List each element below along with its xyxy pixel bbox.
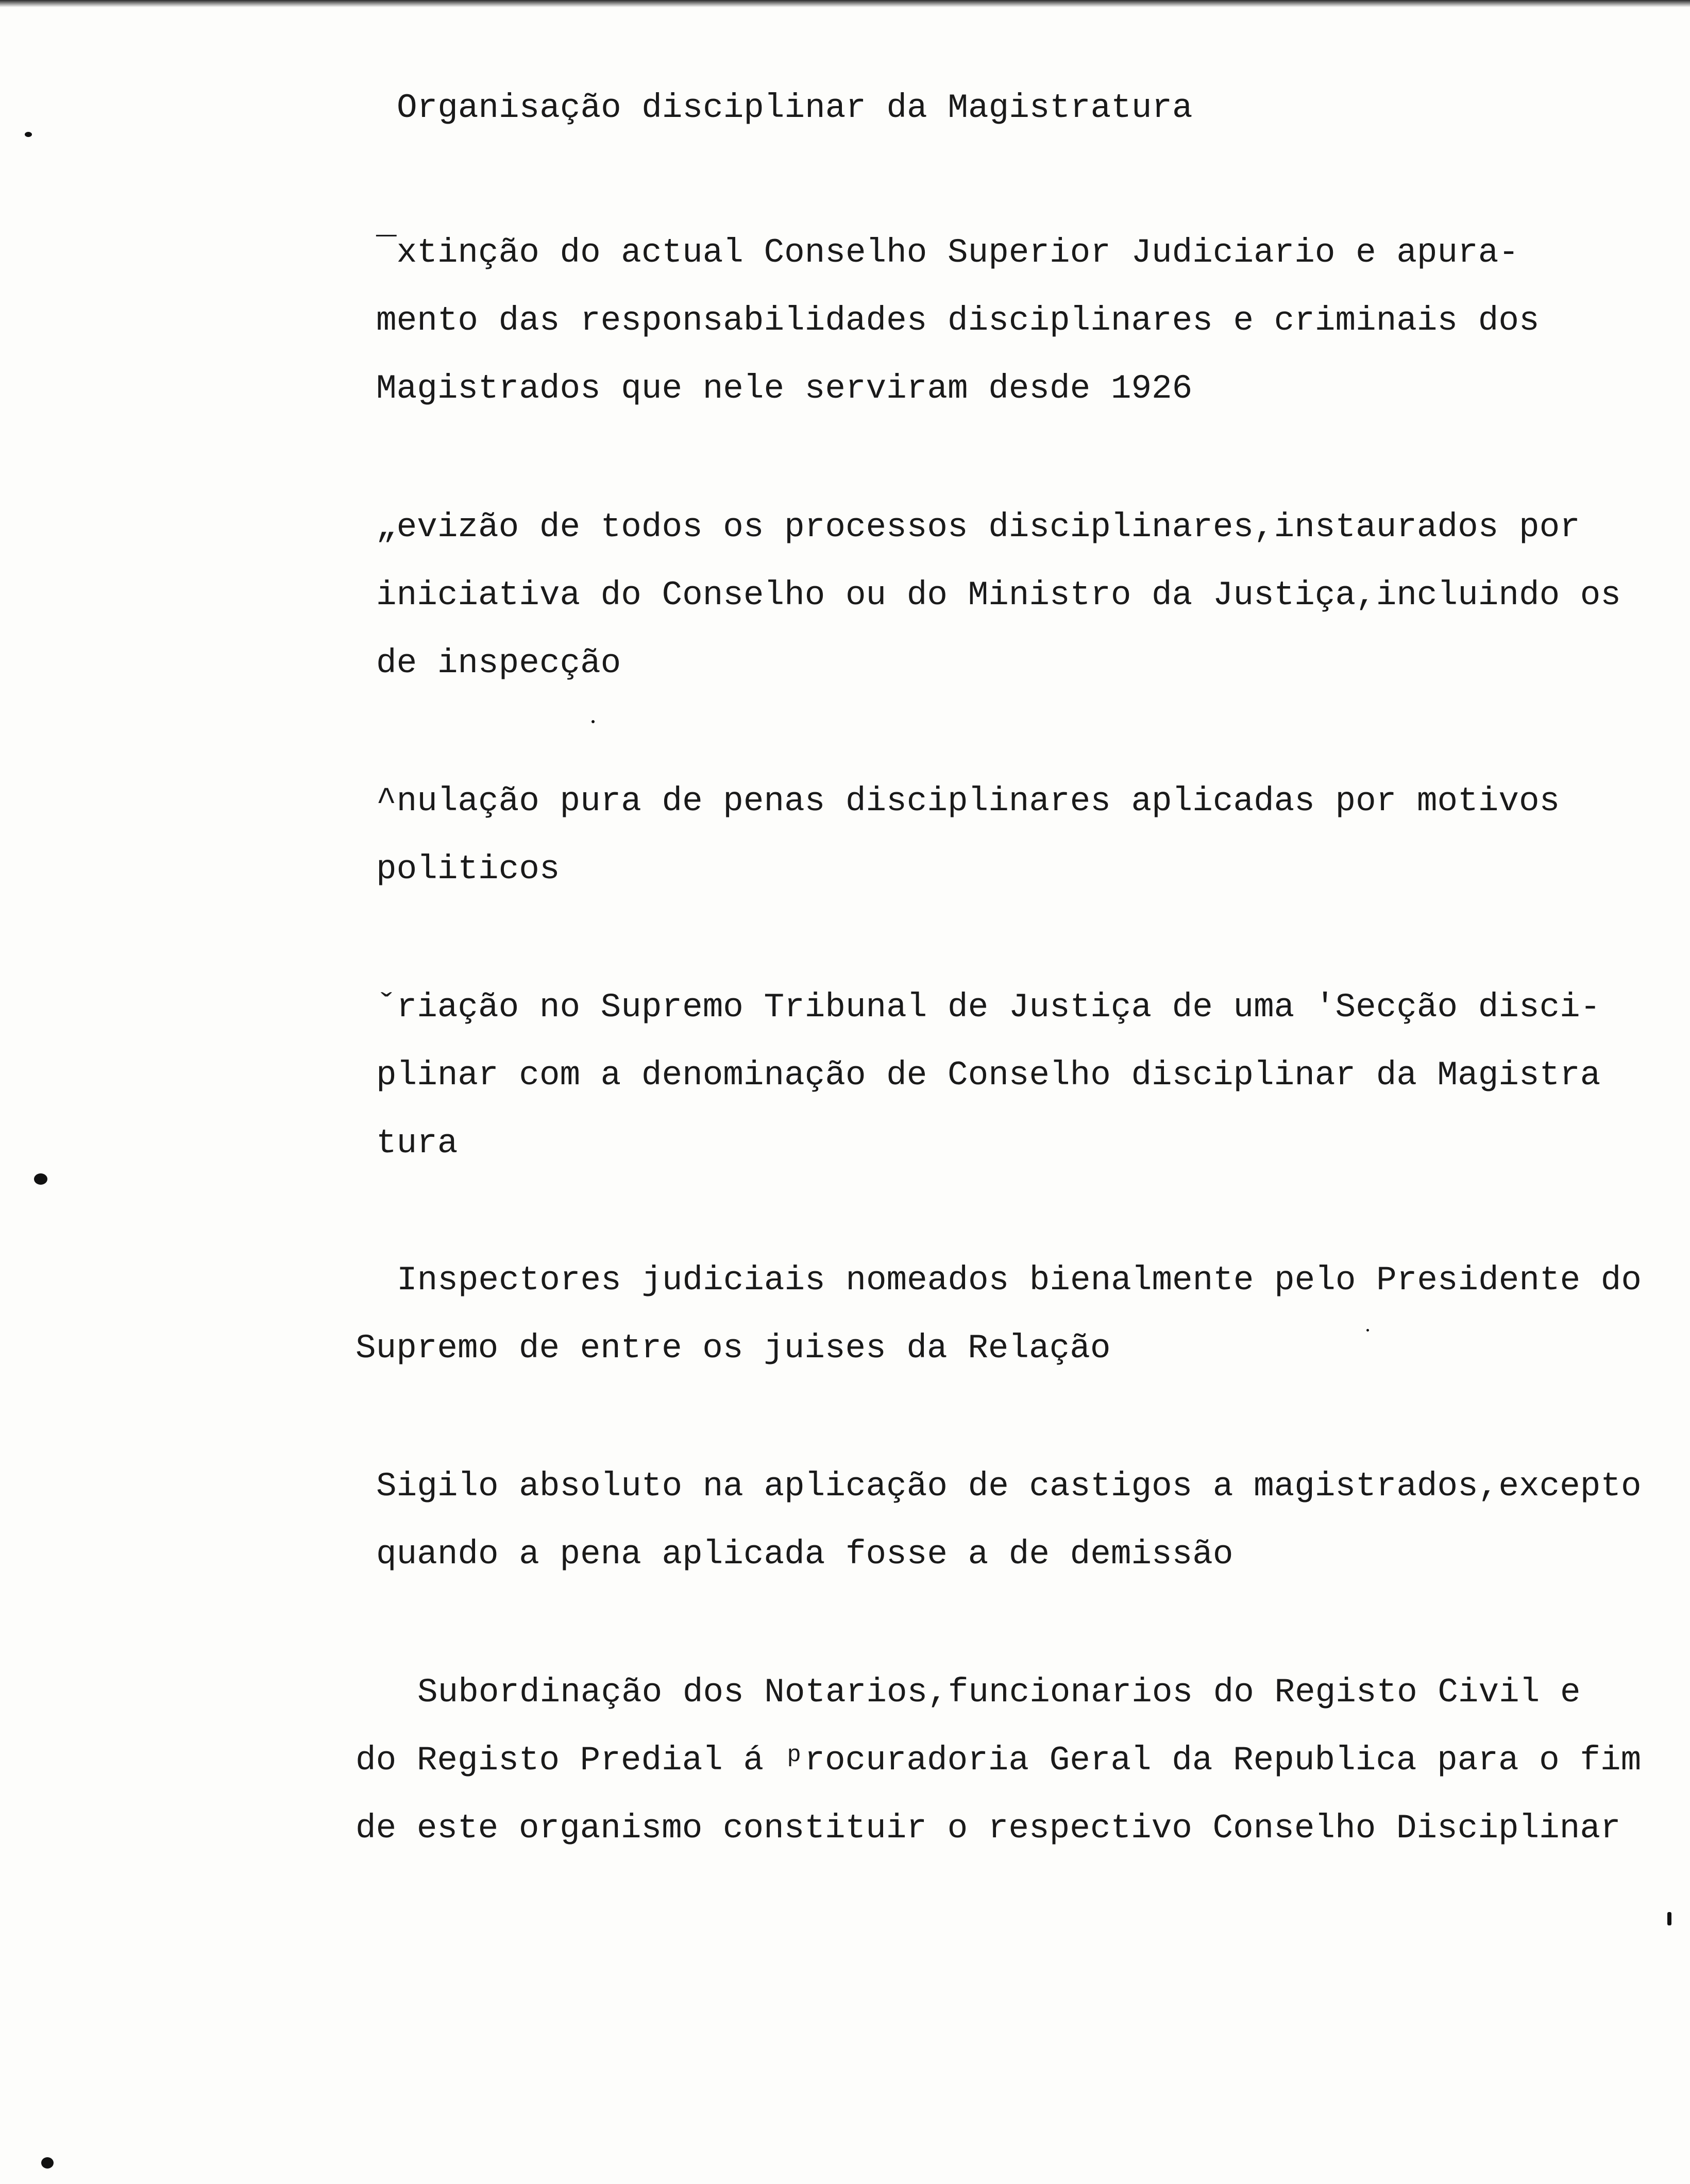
scan-speck [41, 2157, 54, 2169]
scan-speck [592, 720, 595, 723]
paragraph-line: ¯xtinção do actual Conselho Superior Judiciario e apura- [376, 233, 1519, 272]
paragraph-subordination [356, 1659, 1641, 1863]
paragraph-creation [376, 974, 1600, 1178]
paragraph-line: politicos [376, 850, 560, 889]
paragraph-line: de inspecção [376, 644, 621, 682]
scan-speck [34, 1173, 47, 1185]
paragraph-line: ^nulação pura de penas disciplinares aplicadas por motivos [376, 782, 1560, 821]
paragraph-line: Subordinação dos Notarios,funcionarios do Registo Civil e [417, 1673, 1581, 1712]
paragraph-line: Inspectores judiciais nomeados bienalmente pelo Presidente do [397, 1261, 1642, 1300]
paragraph-line: ˇriação no Supremo Tribunal de Justiça de uma 'Secção disci- [376, 988, 1601, 1027]
paragraph-line: de este organismo constituir o respectivo Conselho Disciplinar [356, 1809, 1621, 1848]
paragraph-line: Magistrados que nele serviram desde 1926 [376, 369, 1193, 408]
scan-speck [1667, 1912, 1671, 1925]
scan-top-edge [0, 0, 1690, 7]
paragraph-line: tura [376, 1124, 458, 1163]
paragraph-extinction [376, 219, 1540, 423]
scan-speck [25, 132, 32, 137]
paragraph-line: plinar com a denominação de Conselho disciplinar da Magistra [376, 1056, 1601, 1095]
paragraph-revision [376, 493, 1621, 697]
scan-speck [1366, 1329, 1369, 1332]
document-title: Organisação disciplinar da Magistratura [397, 89, 1193, 127]
paragraph-secrecy [356, 1453, 1642, 1589]
paragraph-line: quando a pena aplicada fosse a de demissão [376, 1535, 1233, 1574]
paragraph-line: „evizão de todos os processos disciplinares,instaurados por [376, 508, 1580, 547]
paragraph-line: iniciativa do Conselho ou do Ministro da Justiça,incluindo os [376, 576, 1621, 615]
paragraph-annulment [376, 767, 1560, 903]
paragraph-line: Supremo de entre os juises da Relação [356, 1329, 1111, 1368]
paragraph-inspectors [356, 1247, 1642, 1383]
paragraph-line: Sigilo absoluto na aplicação de castigos a magistrados,excepto [376, 1467, 1642, 1506]
paragraph-line: do Registo Predial á ᵖrocuradoria Geral da Republica para o fim [356, 1741, 1642, 1780]
paragraph-line: mento das responsabilidades disciplinares e criminais dos [376, 301, 1540, 340]
